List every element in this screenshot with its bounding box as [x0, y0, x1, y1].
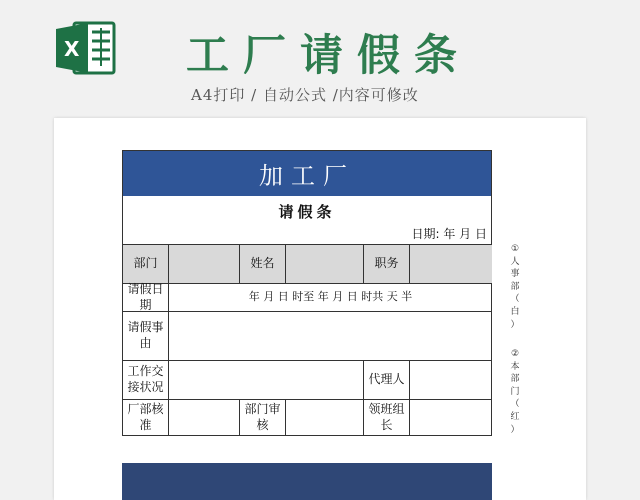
side-note-char: ②	[510, 349, 520, 359]
side-note-char: （	[510, 294, 520, 305]
handover-label: 工作交接状况	[123, 361, 169, 399]
row-leave-date	[123, 283, 491, 311]
company-banner: 加工厂	[123, 151, 491, 196]
agent-input[interactable]	[410, 361, 492, 399]
side-note-char: ）	[510, 424, 520, 435]
form-title: 请假条	[278, 203, 336, 221]
excel-icon	[54, 20, 116, 76]
side-note-char: ①	[510, 244, 520, 254]
dept-input[interactable]	[169, 245, 240, 283]
side-note-char: 部	[510, 281, 520, 292]
side-note-char: 本	[510, 361, 520, 372]
leave-form	[122, 150, 492, 436]
position-label: 职务	[364, 245, 410, 283]
name-label: 姓名	[240, 245, 286, 283]
factory-approval-label: 厂部核准	[123, 400, 169, 436]
factory-approval-input[interactable]	[169, 400, 240, 436]
svg-text:X: X	[64, 37, 80, 61]
side-note-char: 门	[510, 386, 520, 397]
name-input[interactable]	[286, 245, 364, 283]
page-title: 工厂请假条	[186, 31, 471, 81]
row-dept	[123, 244, 491, 283]
agent-label: 代理人	[364, 361, 410, 399]
side-note-char: ）	[510, 319, 520, 330]
side-note-char: 事	[510, 269, 520, 280]
date-field[interactable]: 日期: 年 月 日	[411, 227, 487, 241]
reason-label: 请假事由	[123, 312, 169, 360]
side-note-char: 白	[510, 306, 520, 317]
side-note-char: 红	[510, 411, 520, 422]
handover-input[interactable]	[169, 361, 364, 399]
row-reason	[123, 311, 491, 360]
team-leader-input[interactable]	[410, 400, 492, 436]
side-note-char: 人	[510, 256, 520, 267]
side-note-char: 部	[510, 374, 520, 385]
dept-label: 部门	[123, 245, 169, 283]
leave-date-input[interactable]: 年 月 日 时至 年 月 日 时共 天 半	[248, 290, 413, 304]
header	[0, 0, 640, 118]
row-handover	[123, 360, 491, 399]
side-note-dept	[508, 348, 522, 436]
team-leader-label: 领班组长	[364, 400, 410, 436]
page-subtitle: A4打印 / 自动公式 /内容可修改	[191, 86, 419, 104]
dept-review-input[interactable]	[286, 400, 364, 436]
position-input[interactable]	[410, 245, 492, 283]
side-note-char: （	[510, 399, 520, 410]
side-note-hr	[508, 243, 522, 331]
form-grid	[123, 244, 491, 436]
leave-date-label: 请假日期	[123, 284, 169, 311]
dept-review-label: 部门审核	[240, 400, 286, 436]
reason-input[interactable]	[169, 312, 492, 360]
row-approval	[123, 399, 491, 436]
next-form-banner	[122, 463, 492, 500]
